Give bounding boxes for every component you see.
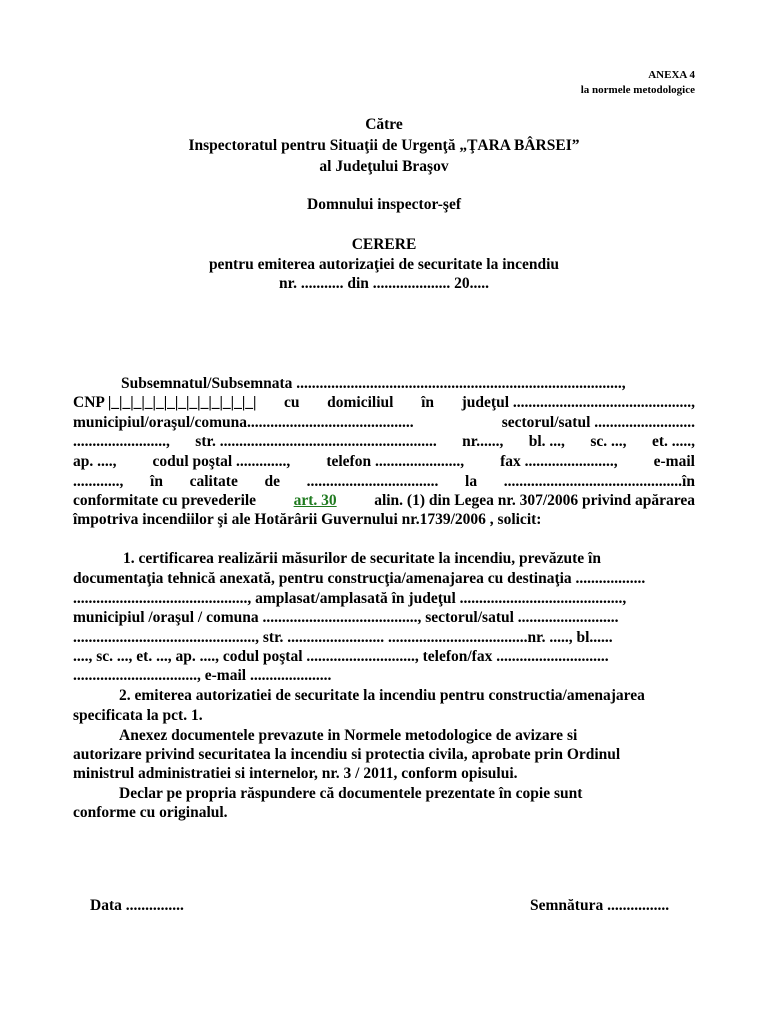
text-word: în (150, 473, 163, 490)
sector-field: sectorul/satul .......................... (501, 414, 695, 431)
header-addressee: Domnului inspector-şef (307, 196, 461, 213)
street-line (73, 432, 695, 451)
capacity-line (73, 472, 695, 491)
request-item-1-line-2: documentaţia tehnică anexată, pentru construcţia/amenajarea cu destinaţia .................. (73, 570, 646, 587)
document-title: CERERE (351, 236, 417, 253)
text-word: cu (284, 394, 300, 411)
request-item-2-line-2: specificata la pct. 1. (73, 707, 203, 724)
text-word: domiciliul (327, 394, 394, 411)
document-subtitle: pentru emiterea autorizaţiei de securitate la incendiu (208, 256, 560, 273)
fax-field: fax ......................., (500, 453, 618, 470)
header-county: al Judeţului Braşov (319, 158, 449, 175)
declaration-paragraph-line-2: conforme cu originalul. (73, 804, 228, 821)
annex-paragraph: Anexez documentele prevazute in Normele metodologice de avizare si (119, 727, 578, 744)
annex-paragraph-line-3: ministrul administratiei si internelor, nr. 3 / 2011, conform opisului. (73, 765, 518, 782)
law-line (73, 491, 695, 510)
text-segment: conformitate cu prevederile (73, 492, 257, 509)
postal-code-field: codul poştal ............., (152, 453, 291, 470)
company-field: ..............................................în (503, 473, 695, 490)
annex-label (581, 68, 695, 98)
block-field: bl. ..., (528, 433, 565, 450)
declaration-paragraph: Declar pe propria răspundere că documentele prezentate în copie sunt (119, 785, 583, 802)
text-word: în (421, 394, 435, 411)
request-item-1-line-3: ............................................., amplasat/amplasată în judeţul .........................................., (73, 590, 627, 607)
request-item-1-line-7: ................................, e-mail ..................... (73, 667, 332, 684)
apartment-field: ap. ...., (73, 453, 117, 470)
cnp-field: CNP |_|_|_|_|_|_|_|_|_|_|_|_|_| (73, 394, 257, 411)
request-item-1: 1. certificarea realizării măsurilor de securitate la incendiu, prevăzute în (123, 550, 601, 567)
request-item-2: 2. emiterea autorizatiei de securitate la incendiu pentru constructia/amenajarea (119, 687, 645, 704)
annex-subtitle: la normele metodologice (580, 84, 695, 96)
text-word: de (264, 473, 280, 490)
text-word: calitate (189, 473, 238, 490)
date-field: Data ............... (90, 897, 184, 914)
locality-line (73, 413, 695, 432)
stair-field: sc. ..., (590, 433, 627, 450)
header-institution: Inspectoratul pentru Situaţii de Urgenţă „ŢARA BÂRSEI” (188, 137, 580, 154)
capacity-field: .................................. (306, 473, 439, 490)
cnp-line (73, 393, 695, 412)
signature-field: Semnătura ................ (530, 897, 670, 914)
annex-paragraph-line-2: autorizare privind securitatea la incendiu si protectia civila, aprobate prin Ordinul (73, 746, 621, 763)
text-word: ........................, (73, 433, 170, 450)
contact-line (73, 452, 695, 471)
floor-field: et. ....., (651, 433, 695, 450)
phone-field: telefon ......................, (326, 453, 465, 470)
article-link[interactable]: art. 30 (293, 492, 337, 509)
request-item-1-line-6: ...., sc. ..., et. ..., ap. ...., codul poştal ............................, telefon/fax ............................. (73, 648, 609, 665)
number-field: nr......, (462, 433, 504, 450)
request-item-1-line-5: ..............................................., str. ......................... ....................................nr. ....., bl...... (73, 629, 613, 646)
email-label: e-mail (653, 453, 695, 470)
county-field: judeţul .............................................., (461, 394, 695, 411)
text-segment: alin. (1) din Legea nr. 307/2006 privind apărarea (374, 492, 695, 509)
law-line-2: împotriva incendiilor şi ale Hotărârii Guvernului nr.1739/2006 , solicit: (73, 511, 542, 528)
email-field: ............, (73, 473, 124, 490)
text-word: la (465, 473, 478, 490)
document-number: nr. ........... din .................... 20..... (279, 275, 489, 292)
annex-title: ANEXA 4 (648, 69, 695, 81)
applicant-line: Subsemnatul/Subsemnata ...................................................................................., (121, 375, 626, 392)
request-item-1-line-4: municipiul /oraşul / comuna ........................................, sectorul/satul .......................... (73, 609, 619, 626)
header-to: Către (365, 116, 403, 133)
street-field: str. ........................................................ (195, 433, 437, 450)
locality-field: municipiul/oraşul/comuna........................................... (73, 414, 414, 431)
